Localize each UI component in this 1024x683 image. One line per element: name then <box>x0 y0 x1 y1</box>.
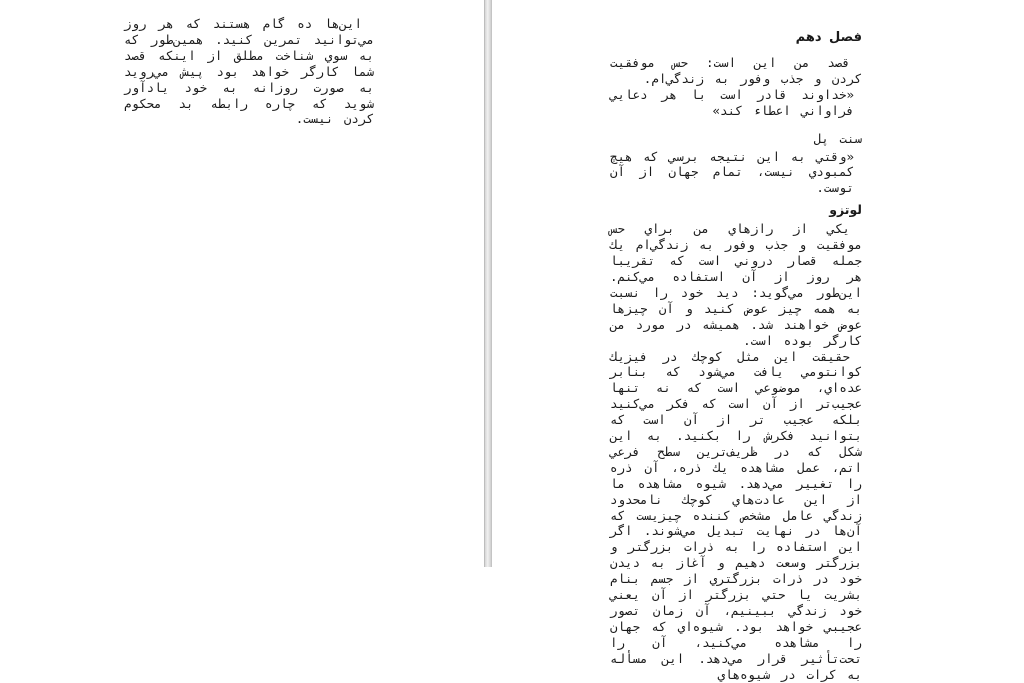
quote-two: «وقتي به اين نتيجه برسي كه هيچ كمبودي نيست، تمام جهان از آن توست. <box>610 148 854 196</box>
left-page-text <box>124 16 374 127</box>
body-paragraph-two: حقيقت اين مثل كوچك در فيزيك كوانتومي يافت مي‌شود كه بنابر عده‌اي، موضوعي است كه نه تنها عجيب‌تر از آن است كه فكر مي‌كنيد بلكه عجيب تر از آن است كه بتوانيد فكرش را بكنيد. به اين شكل كه در ظريف‌ترين سطح فرعي اتم، عمل مشاهده يك ذره، آن ذره را تغيير مي‌دهد. شيوه مشاهده ما از اين عادت‌هاي كوچك نامحدود زندگي عامل مشخص كننده چيزيست كه آن‌ها در نهايت تبديل مي‌شوند. اگر اين استفاده را به ذرات بزرگتر و بزرگتر وسعت دهيم و آغاز به ديدن خود در ذرات بزرگتري از جسم بنام بشريت يا حتي بزرگتر از آن يعني خود زندگي ببينيم، آن زمان تصور عجيبي خواهد بود. شيوه‌اي كه جهان را مشاهده مي‌كنيد، آن را تحت‌تأثير قرار مي‌دهد. اين مسأله به كرات در شيوه‌هاي <box>610 348 862 682</box>
section-author: لوتزو <box>829 202 862 218</box>
quote-one: «خداوند قادر است با هر دعايي فراواني اعطاء كند» <box>610 86 854 118</box>
chapter-title: فصل دهم <box>795 30 862 45</box>
intention-paragraph: قصد من اين است: حس موفقيت كردن و جذب وفور به زندگي‌ام. <box>610 55 862 86</box>
spacer <box>610 119 862 125</box>
body-paragraph-one: يكي از رازهاي من براي حس موفقيت و جذب وفور به زندگي‌ام يك جمله قصار دروني است كه تقريبا هر روز از آن استفاده مي‌كنم. اين‌طور مي‌گويد: ديد خود را نسبت به همه چيز عوض كنيد و آن چيزها عوض خواهند شد. هميشه در مورد من كارگر بوده است. <box>610 221 862 348</box>
right-page <box>492 0 1024 682</box>
right-page-text <box>610 30 862 683</box>
quote-author: سنت پل <box>813 130 862 146</box>
page-gutter <box>484 0 492 567</box>
left-paragraph: اين‌ها ده گام هستند كه هر روز مي‌توانيد تمرين كنيد. همين‌طور كه به سوي شناخت مطلق از اينكه قصد شما كارگر خواهد بود پيش مي‌رويد به صورت روزانه به خود يادآور شويد كه چاره رابطه بد محكوم كردن نيست. <box>124 16 374 127</box>
left-page <box>0 0 484 567</box>
